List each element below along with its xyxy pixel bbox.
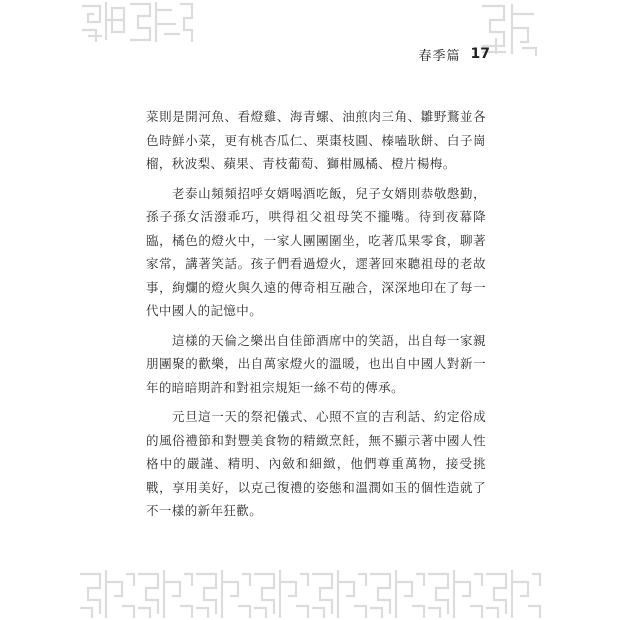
fretwork-pattern-icon [80, 0, 195, 46]
chapter-title: 春季篇 [418, 48, 461, 64]
page-number: 17 [470, 46, 490, 62]
body-text [146, 105, 486, 529]
paragraph-4: 元旦這一天的祭祀儀式、心照不宣的吉利話、約定俗成的風俗禮節和對豐美食物的精緻烹飪，無不顯示著中國人性格中的嚴謹、精明、內斂和細緻，他們尊重萬物，接受挑戰，享用美好，以克己復禮的姿態和溫潤如玉的個性造就了不一樣的新年狂歡。 [146, 409, 486, 518]
paragraph-2: 老泰山頻頻招呼女婿喝酒吃飯，兒子女婿則恭敬慇勤，孫子孫女活潑乖巧，哄得祖父祖母笑不攏嘴。待到夜幕降臨，橘色的燈火中，一家人團團圍坐，吃著瓜果零食，聊著家常，講著笑話。孩子們看過燈火，遝著回來聽祖母的老故事，絢爛的燈火與久遠的傳奇相互融合，深深地印在了每一代中國人的記憶中。 [146, 185, 486, 318]
running-header [400, 44, 490, 64]
fretwork-pattern-icon [78, 568, 544, 620]
paragraph-3: 這樣的天倫之樂出自佳節酒席中的笑語，出自每一家親朋團聚的歡樂，出自萬家燈火的溫暖，也出自中國人對新一年的暗暗期許和對祖宗規矩一絲不苟的傳承。 [146, 332, 486, 395]
lattice-ornament-top-left [80, 0, 195, 46]
paragraph-1: 菜則是開河魚、看燈雞、海青螺、油煎肉三角、雛野鶩並各色時鮮小菜，更有桃杏瓜仁、栗棗枝圓、榛嗑耿餅、白子崗榴，秋波梨、蘋果、青枝葡萄、獅柑鳳橘、橙片楊梅。 [146, 109, 486, 171]
lattice-ornament-bottom [78, 568, 544, 620]
